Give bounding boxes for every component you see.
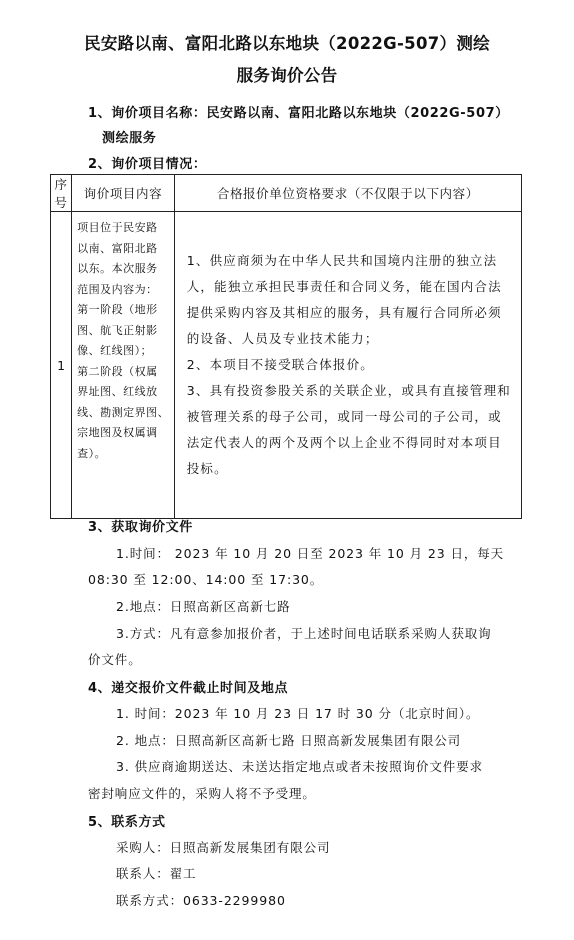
page-title-line2: 服务询价公告 [236, 66, 338, 85]
section3-item3-line2: 价文件。 [88, 652, 142, 667]
section4-item3-line1: 3. 供应商逾期送达、未送达指定地点或者未按照询价文件要求 [116, 759, 484, 774]
requirement-line: 2、本项目不接受联合体报价。 [186, 357, 374, 372]
content-line: 线、勘测定界图、 [77, 405, 170, 419]
section1-heading: 1、询价项目名称：民安路以南、富阳北路以东地块（2022G-507） [88, 106, 509, 121]
content-line: 以东。本次服务 [77, 262, 158, 275]
project-table [50, 174, 522, 519]
requirement-line: 3、具有投资参股关系的关联企业，或具有直接管理和 [186, 383, 511, 398]
section3-item1-line1: 1.时间： 2023 年 10 月 20 日至 2023 年 10 月 23 日，每天 [116, 546, 505, 561]
contact-phone: 联系方式：0633-2299980 [116, 893, 286, 908]
table-cell-content [72, 212, 175, 519]
table-row [51, 212, 522, 519]
section4-heading: 4、递交报价文件截止时间及地点 [88, 681, 289, 696]
contact-buyer: 采购人：日照高新发展集团有限公司 [116, 840, 331, 855]
section4-item1: 1. 时间：2023 年 10 月 23 日 17 时 30 分（北京时间）。 [116, 706, 480, 721]
requirement-line: 人，能独立承担民事责任和合同义务，能在国内合法 [186, 279, 502, 294]
content-line: 宗地图及权属调 [77, 426, 158, 439]
content-line: 像、红线图）； [77, 344, 153, 357]
content-line: 界址图、红线放 [77, 385, 158, 398]
page-title-line1: 民安路以南、富阳北路以东地块（2022G-507）测绘 [84, 34, 490, 53]
table-header-row [51, 175, 522, 212]
requirement-line: 投标。 [186, 461, 228, 476]
table-header-content: 询价项目内容 [72, 175, 175, 212]
content-line: 查）。 [77, 446, 107, 460]
requirement-line: 被管理关系的母子公司，或同一母公司的子公司，或 [186, 409, 502, 424]
table-cell-requirements [174, 212, 521, 519]
section1-continuation: 测绘服务 [102, 131, 157, 146]
section4-item3-line2: 密封响应文件的，采购人将不予受理。 [88, 786, 316, 801]
table-header-requirements: 合格报价单位资格要求（不仅限于以下内容） [174, 175, 521, 212]
requirement-line: 法定代表人的两个及两个以上企业不得同时对本项目 [186, 435, 502, 450]
requirement-line: 提供采购内容及其相应的服务，具有履行合同所必须 [186, 305, 502, 320]
content-line: 图、航飞正射影 [77, 323, 158, 337]
section5-heading: 5、联系方式 [88, 815, 166, 830]
section3-heading: 3、获取询价文件 [88, 520, 193, 535]
section3-item1-line2: 08:30 至 12:00、14:00 至 17:30。 [88, 572, 324, 587]
requirement-line: 1、供应商须为在中华人民共和国境内注册的独立法 [186, 253, 498, 268]
content-line: 以南、富阳北路 [77, 241, 158, 255]
content-line: 范围及内容为： [77, 282, 158, 296]
section4-item2: 2. 地点：日照高新区高新七路 日照高新发展集团有限公司 [116, 733, 462, 748]
section3-item2: 2.地点：日照高新区高新七路 [116, 599, 291, 614]
section3-item3-line1: 3.方式：凡有意参加报价者，于上述时间电话联系采购人获取询 [116, 626, 492, 641]
contact-person: 联系人：翟工 [116, 866, 197, 881]
table-cell-no: 1 [51, 212, 72, 519]
content-line: 第一阶段（地形 [77, 303, 158, 316]
content-line: 项目位于民安路 [77, 221, 158, 234]
requirement-line: 的设备、人员及专业技术能力； [186, 331, 379, 346]
section2-heading: 2、询价项目情况： [88, 157, 207, 172]
table-header-no: 序号 [51, 175, 72, 212]
content-line: 第二阶段（权属 [77, 364, 158, 378]
